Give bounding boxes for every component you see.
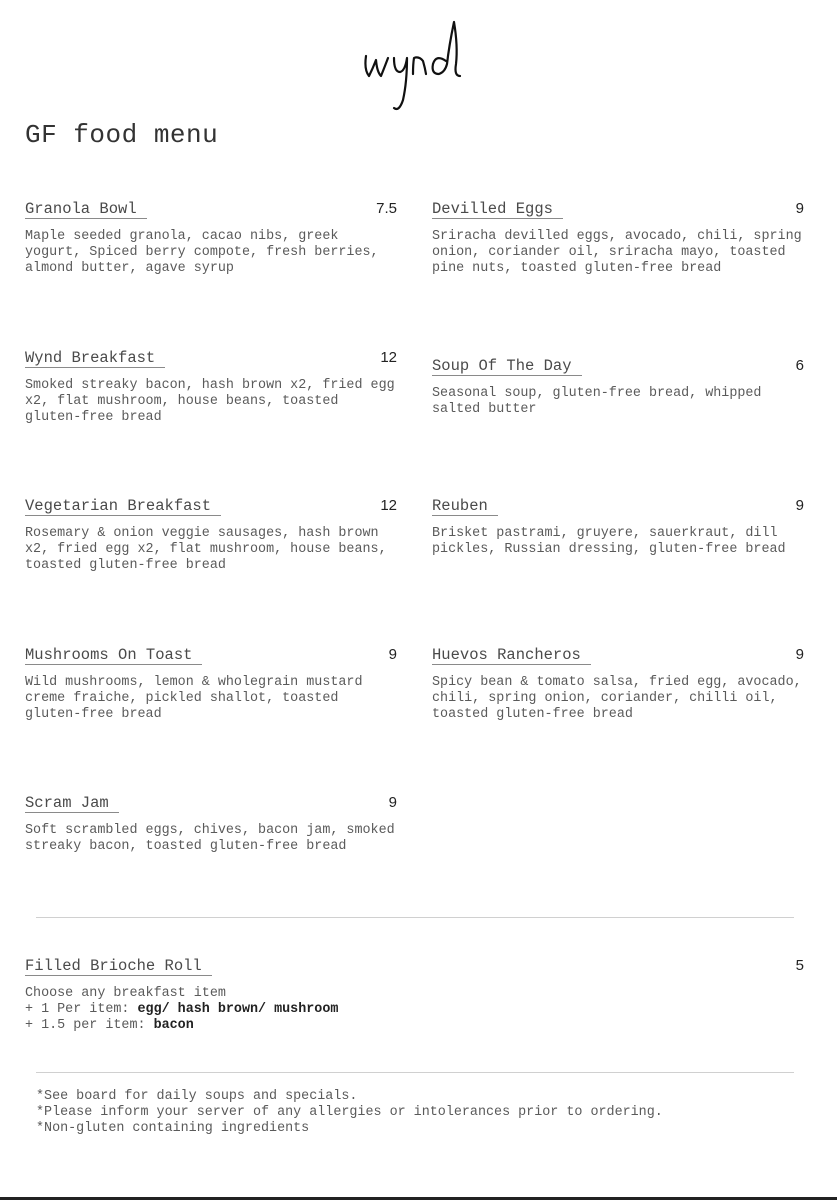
menu-item-scram-jam <box>25 794 397 855</box>
footnote: *Non-gluten containing ingredients <box>36 1120 310 1136</box>
item-description: Maple seeded granola, cacao nibs, greek yogurt, Spiced berry compote, fresh berries, almond butter, agave syrup <box>25 229 379 276</box>
item-name: Mushrooms On Toast <box>25 646 202 665</box>
brioche-line-3-options: bacon <box>153 1017 194 1033</box>
menu-item-huevos-rancheros <box>432 646 804 722</box>
section-divider <box>36 917 794 918</box>
item-price: 9 <box>388 646 397 663</box>
section-divider <box>36 1072 794 1073</box>
brioche-line-2 <box>25 1002 804 1018</box>
item-description: Wild mushrooms, lemon & wholegrain mustard creme fraiche, pickled shallot, toasted gluten-free bread <box>25 675 363 722</box>
menu-item-soup-of-the-day <box>432 357 804 418</box>
item-name: Huevos Rancheros <box>432 646 591 665</box>
menu-item-vegetarian-breakfast <box>25 497 397 573</box>
footnote: *Please inform your server of any allergies or intolerances prior to ordering. <box>36 1104 663 1120</box>
page-title: GF food menu <box>25 120 219 150</box>
item-name: Granola Bowl <box>25 200 147 219</box>
menu-item-wynd-breakfast <box>25 349 397 425</box>
brioche-line-3-prefix: + 1.5 per item: <box>25 1017 154 1033</box>
item-price: 6 <box>795 357 804 374</box>
item-description: Brisket pastrami, gruyere, sauerkraut, dill pickles, Russian dressing, gluten-free bread <box>432 526 786 557</box>
brioche-line-2-prefix: + 1 Per item: <box>25 1001 138 1017</box>
item-price: 5 <box>795 957 804 974</box>
item-name: Soup Of The Day <box>432 357 582 376</box>
menu-item-mushrooms-on-toast <box>25 646 397 722</box>
menu-item-reuben <box>432 497 804 558</box>
item-name: Scram Jam <box>25 794 119 813</box>
item-description: Sriracha devilled eggs, avocado, chili, spring onion, coriander oil, sriracha mayo, toasted pine nuts, toasted gluten-free bread <box>432 229 802 276</box>
item-price: 12 <box>380 497 397 514</box>
item-description: Smoked streaky bacon, hash brown x2, fried egg x2, flat mushroom, house beans, toasted gluten-free bread <box>25 378 395 425</box>
item-name: Vegetarian Breakfast <box>25 497 221 516</box>
item-name: Devilled Eggs <box>432 200 563 219</box>
footnote: *See board for daily soups and specials. <box>36 1089 358 1104</box>
item-price: 9 <box>795 646 804 663</box>
item-description: Spicy bean & tomato salsa, fried egg, avocado, chili, spring onion, coriander, chilli oil, toasted gluten-free bread <box>432 675 802 722</box>
item-price: 9 <box>388 794 397 811</box>
item-name: Filled Brioche Roll <box>25 957 212 976</box>
brioche-line-1: Choose any breakfast item <box>25 986 226 1001</box>
item-description: Seasonal soup, gluten-free bread, whipped salted butter <box>432 386 762 417</box>
item-price: 12 <box>380 349 397 366</box>
item-description: Rosemary & onion veggie sausages, hash brown x2, fried egg x2, flat mushroom, house beans, toasted gluten-free bread <box>25 526 387 573</box>
item-price: 9 <box>795 200 804 217</box>
item-price: 9 <box>795 497 804 514</box>
item-description: Soft scrambled eggs, chives, bacon jam, smoked streaky bacon, toasted gluten-free bread <box>25 823 395 854</box>
footnotes <box>36 1089 663 1136</box>
item-name: Reuben <box>432 497 498 516</box>
brioche-line-2-options: egg/ hash brown/ mushroom <box>137 1001 339 1017</box>
wynd-logo <box>350 16 480 116</box>
menu-item-devilled-eggs <box>432 200 804 276</box>
menu-item-granola-bowl <box>25 200 397 276</box>
brioche-line-3 <box>25 1018 804 1034</box>
item-price: 7.5 <box>376 200 397 217</box>
item-name: Wynd Breakfast <box>25 349 165 368</box>
item-description <box>25 986 804 1033</box>
menu-item-filled-brioche-roll <box>25 957 804 1033</box>
